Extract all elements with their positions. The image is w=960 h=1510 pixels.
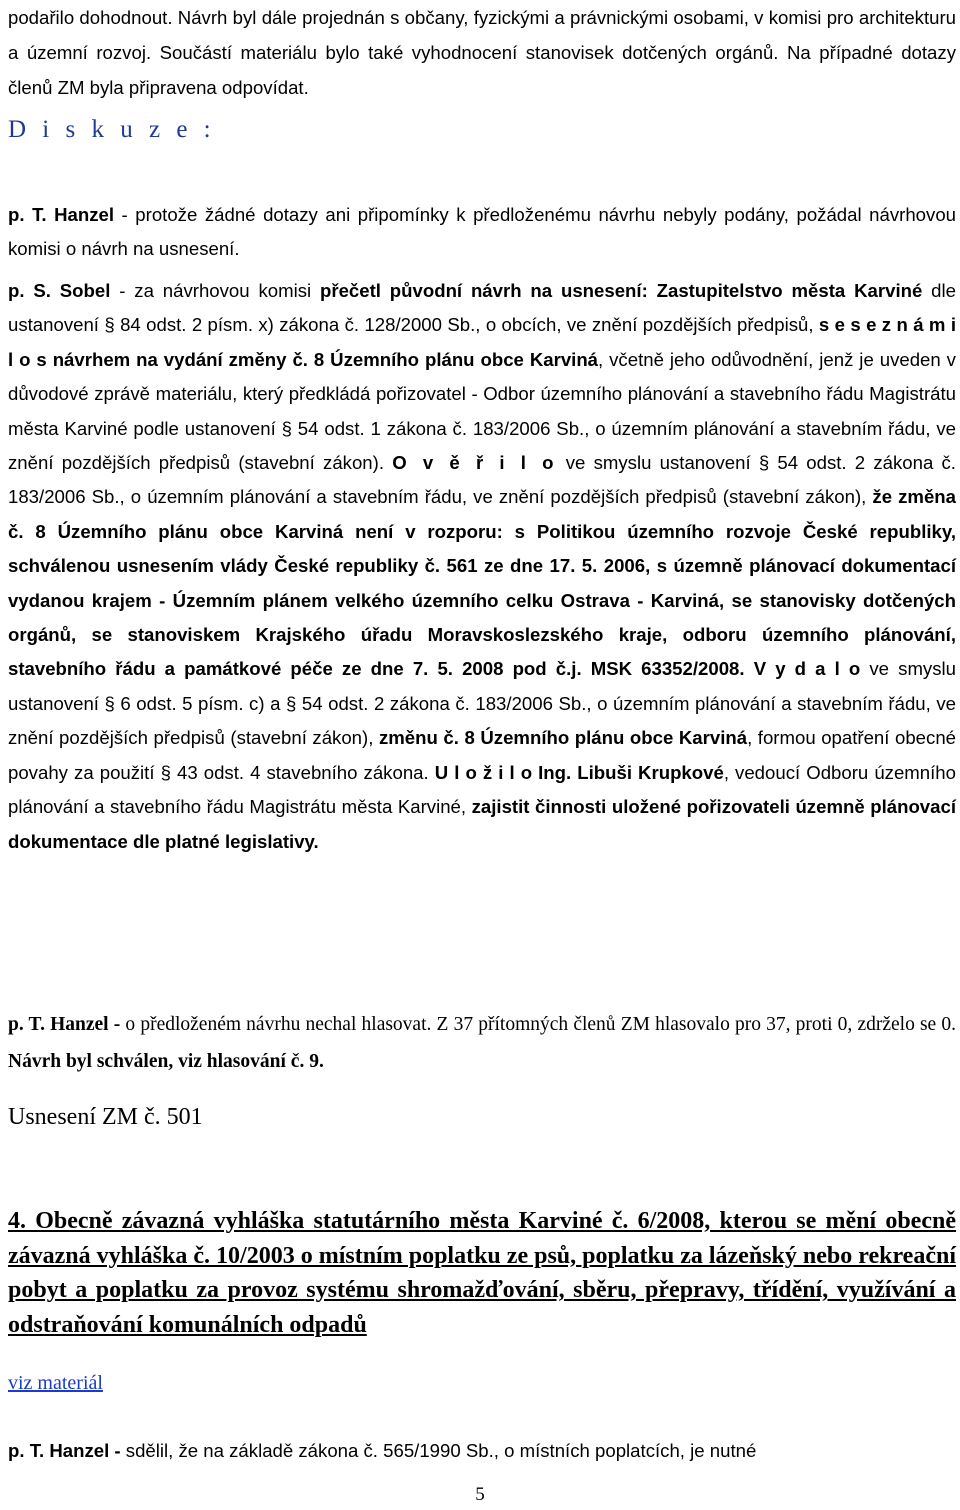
speaker-name: p. S. Sobel xyxy=(8,280,111,301)
speaker-name: p. T. Hanzel - xyxy=(8,1014,121,1035)
speaker-name: p. T. Hanzel - xyxy=(8,1440,121,1461)
statement-text: - protože žádné dotazy ani připomínky k předloženému návrhu nebyly podány, požádal návrhovou komisi o návrh na usnesení. xyxy=(8,204,957,259)
vote-paragraph: p. T. Hanzel - o předloženém návrhu nechal hlasovat. Z 37 přítomných členů ZM hlasovalo pro 37, proti 0, zdrželo se 0. Návrh byl schválen, viz hlasování č. 9. xyxy=(8,1014,956,1072)
hanzel-final-statement: p. T. Hanzel - sdělil, že na základě zákona č. 565/1990 Sb., o místních poplatcích, je nutné xyxy=(8,1440,757,1461)
vote-result: Návrh byl schválen, viz hlasování č. 9. xyxy=(8,1051,324,1072)
sobel-statement: p. S. Sobel - za návrhovou komisi přečetl původní návrh na usnesení: Zastupitelstvo města Karviné dle ustanovení § 84 odst. 2 písm. x) zákona č. 128/2000 Sb., o obcích, ve znění pozdějších předpisů, s e s e z n á m i l o s návrhem na vydání změny č. 8 Územního plánu obce Karviná, včetně jeho odůvodnění, jenž je uveden v důvodové zprávě materiálu, který předkládá pořizovatel - Odbor územního plánování a stavebního řádu Magistrátu města Karviné podle ustanovení § 54 odst. 1 zákona č. 183/2006 Sb., o územním plánování a stavebním řádu, ve znění pozdějších předpisů (stavební zákon). O v ě ř i l o ve smyslu ustanovení § 54 odst. 2 zákona č. 183/2006 Sb., o územním plánování a stavebním řádu, ve znění pozdějších předpisů (stavební zákon), že změna č. 8 Územního plánu obce Karviná není v rozporu: s Politikou územního rozvoje České republiky, schválenou usnesením vlády České republiky č. 561 ze dne 17. 5. 2006, s územně plánovací dokumentací vydanou krajem - Územním plánem velkého územního celku Ostrava - Karviná, se stanovisky dotčených orgánů, se stanoviskem Krajského úřadu Moravskoslezského kraje, odboru územního plánování, stavebního řádu a památkové péče ze dne 7. 5. 2008 pod č.j. MSK 63352/2008. V y d a l o ve smyslu ustanovení § 6 odst. 5 písm. c) a § 54 odst. 2 zákona č. 183/2006 Sb., o územním plánování a stavebním řádu, ve znění pozdějších předpisů (stavební zákon), změnu č. 8 Územního plánu obce Karviná, formou opatření obecné povahy za použití § 43 odst. 4 stavebního zákona. U l o ž i l o Ing. Libuši Krupkové, vedoucí Odboru územního plánování a stavebního řádu Magistrátu města Karviné, zajistit činnosti uložené pořizovateli územně plánovací dokumentace dle platné legislativy. xyxy=(8,280,957,852)
speaker-name: p. T. Hanzel xyxy=(8,204,115,225)
agenda-item-heading: 4. Obecně závazná vyhláška statutárního města Karviné č. 6/2008, kterou se mění obecně závazná vyhláška č. 10/2003 o místním poplatku ze psů, poplatku za lázeňský nebo rekreační pobyt a poplatku za provoz systému shromažďování, sběru, přepravy, třídění, využívání a odstraňování komunálních odpadů xyxy=(8,1208,956,1338)
intro-paragraph xyxy=(8,0,956,105)
intro-text: podařilo dohodnout. Návrh byl dále projednán s občany, fyzickými a právnickými osobami, v komisi pro architekturu a územní rozvoj. Součástí materiálu bylo také vyhodnocení stanovisek dotčených orgánů. Na případné dotazy členů ZM byla připravena odpovídat. xyxy=(8,7,956,98)
discussion-heading: D i s k u z e : xyxy=(8,116,216,143)
page-number: 5 xyxy=(475,1484,485,1505)
resolution-heading: Usnesení ZM č. 501 xyxy=(8,1104,203,1130)
hanzel-statement xyxy=(8,198,956,266)
view-material-link[interactable]: viz materiál xyxy=(8,1372,103,1394)
